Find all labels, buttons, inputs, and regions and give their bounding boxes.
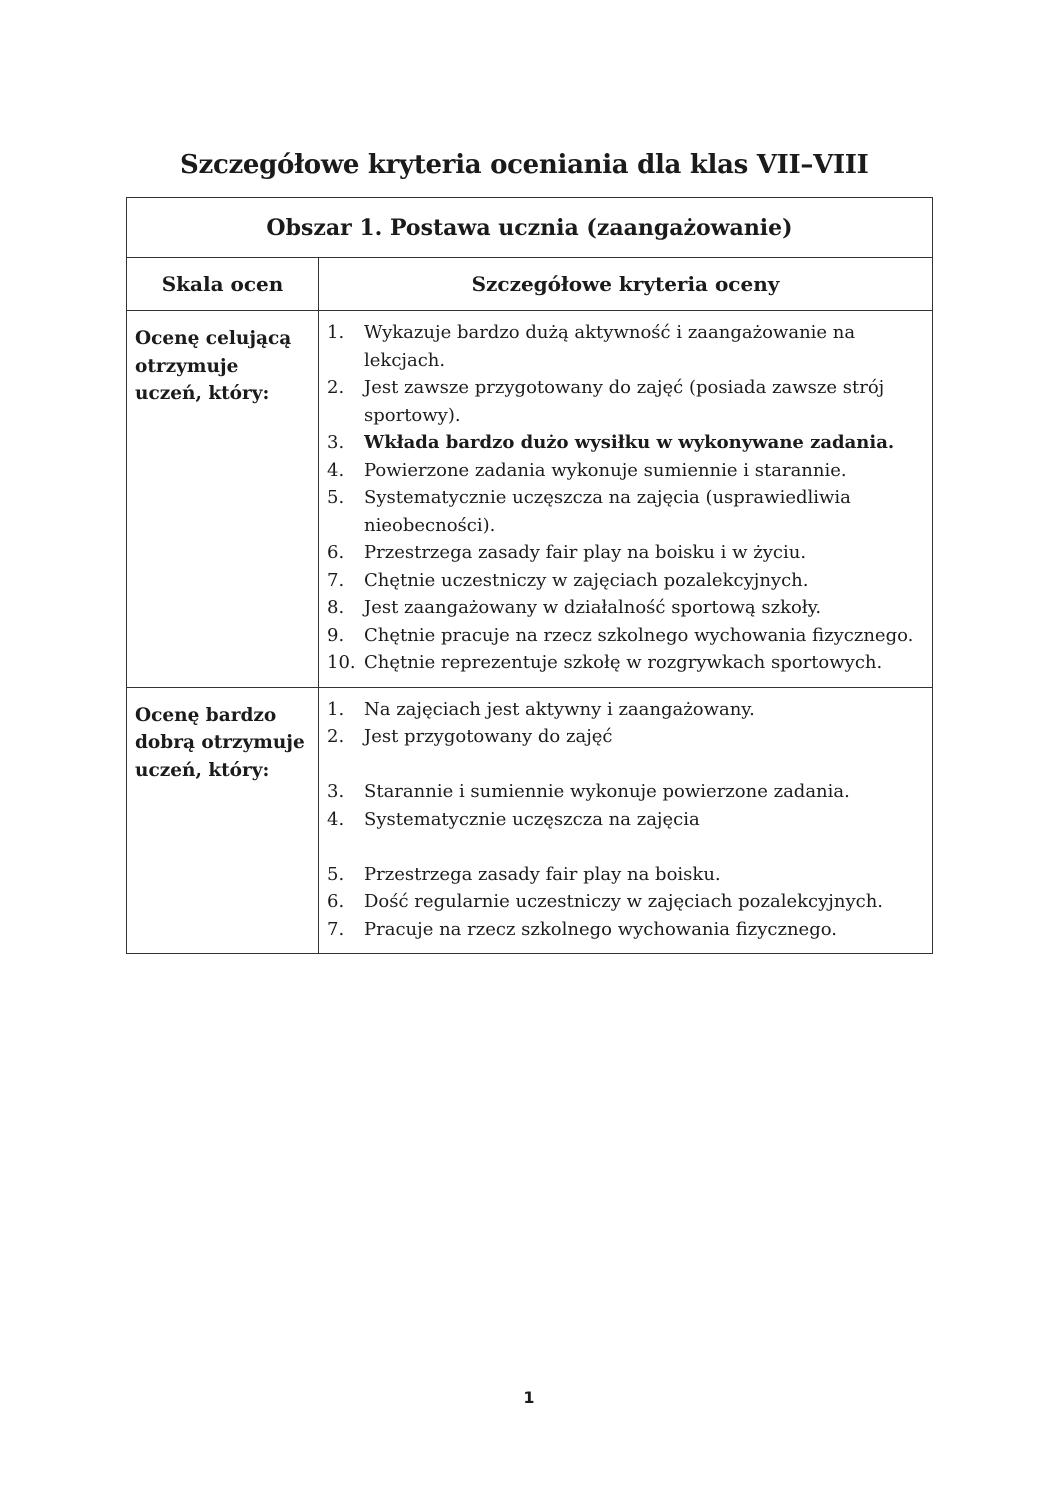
- item-number: 3.: [327, 432, 345, 453]
- list-item: [327, 778, 924, 806]
- item-text: Jest zawsze przygotowany do zajęć (posiada zawsze strój sportowy).: [364, 377, 885, 426]
- item-number: 1.: [327, 698, 345, 720]
- grade-label: Ocenę bardzo dobrą otrzymuje uczeń, który:: [127, 687, 319, 954]
- item-number: 1.: [327, 322, 345, 343]
- item-number: 6.: [327, 542, 345, 563]
- list-item: [327, 539, 924, 567]
- item-number: 6.: [327, 891, 345, 912]
- list-item: [327, 567, 924, 595]
- list-item: [327, 319, 924, 374]
- item-number: 7.: [327, 918, 345, 940]
- column-header-scale: Skala ocen: [127, 258, 319, 311]
- item-text: Wykazuje bardzo dużą aktywność i zaangażowanie na lekcjach.: [364, 322, 856, 371]
- list-item: [327, 916, 924, 944]
- item-text: Systematycznie uczęszcza na zajęcia: [364, 808, 700, 830]
- item-number: 10.: [327, 652, 356, 673]
- list-item: [327, 649, 924, 677]
- item-number: 4.: [327, 808, 345, 830]
- criteria-cell: [319, 687, 933, 954]
- item-number: 5.: [327, 863, 345, 885]
- column-header-row: [127, 258, 933, 311]
- criteria-list: [327, 696, 924, 944]
- item-text: Starannie i sumiennie wykonuje powierzone zadania.: [364, 781, 850, 802]
- criteria-table: [126, 197, 933, 954]
- grade-row-bardzo-dobra: [127, 687, 933, 954]
- item-text: Chętnie pracuje na rzecz szkolnego wychowania fizycznego.: [364, 624, 914, 646]
- item-text: Jest przygotowany do zajęć: [364, 726, 613, 747]
- list-item: [327, 457, 924, 485]
- item-text: Na zajęciach jest aktywny i zaangażowany.: [364, 698, 755, 720]
- item-text: Przestrzega zasady fair play na boisku i w życiu.: [364, 542, 807, 563]
- list-item: [327, 723, 924, 751]
- item-text: Chętnie uczestniczy w zajęciach pozalekcyjnych.: [364, 569, 809, 591]
- document-title: Szczegółowe kryteria oceniania dla klas VII–VIII: [180, 150, 869, 180]
- item-number: 2.: [327, 726, 345, 747]
- list-item: [327, 861, 924, 889]
- item-text: Pracuje na rzecz szkolnego wychowania fizycznego.: [364, 918, 837, 940]
- list-item: [327, 374, 924, 429]
- item-text: Przestrzega zasady fair play na boisku.: [364, 863, 721, 885]
- item-number: 7.: [327, 569, 345, 591]
- list-item: [327, 594, 924, 622]
- item-number: 9.: [327, 624, 345, 646]
- item-number: 8.: [327, 597, 345, 618]
- item-text: Dość regularnie uczestniczy w zajęciach pozalekcyjnych.: [364, 891, 884, 912]
- area-title: Obszar 1. Postawa ucznia (zaangażowanie): [127, 198, 933, 258]
- item-text: Jest zaangażowany w działalność sportową szkoły.: [364, 597, 822, 618]
- column-header-criteria: Szczegółowe kryteria oceny: [319, 258, 933, 311]
- list-item: [327, 888, 924, 916]
- area-header-row: [127, 198, 933, 258]
- grade-row-celujaca: [127, 311, 933, 688]
- item-text: Wkłada bardzo dużo wysiłku w wykonywane zadania.: [364, 432, 895, 453]
- page-number: 1: [523, 1388, 535, 1407]
- item-number: 2.: [327, 377, 345, 398]
- list-item: [327, 484, 924, 539]
- item-text: Powierzone zadania wykonuje sumiennie i starannie.: [364, 459, 847, 481]
- item-number: 3.: [327, 781, 345, 802]
- list-item: [327, 696, 924, 724]
- item-text: Systematycznie uczęszcza na zajęcia (usprawiedliwia nieobecności).: [364, 487, 851, 536]
- item-text: Chętnie reprezentuje szkołę w rozgrywkach sportowych.: [364, 652, 883, 673]
- list-item: [327, 806, 924, 834]
- item-number: 5.: [327, 487, 345, 508]
- criteria-cell: [319, 311, 933, 688]
- item-number: 4.: [327, 459, 345, 481]
- grade-label: Ocenę celującą otrzymuje uczeń, który:: [127, 311, 319, 688]
- criteria-list: [327, 319, 924, 677]
- list-item: [327, 429, 924, 457]
- list-item: [327, 622, 924, 650]
